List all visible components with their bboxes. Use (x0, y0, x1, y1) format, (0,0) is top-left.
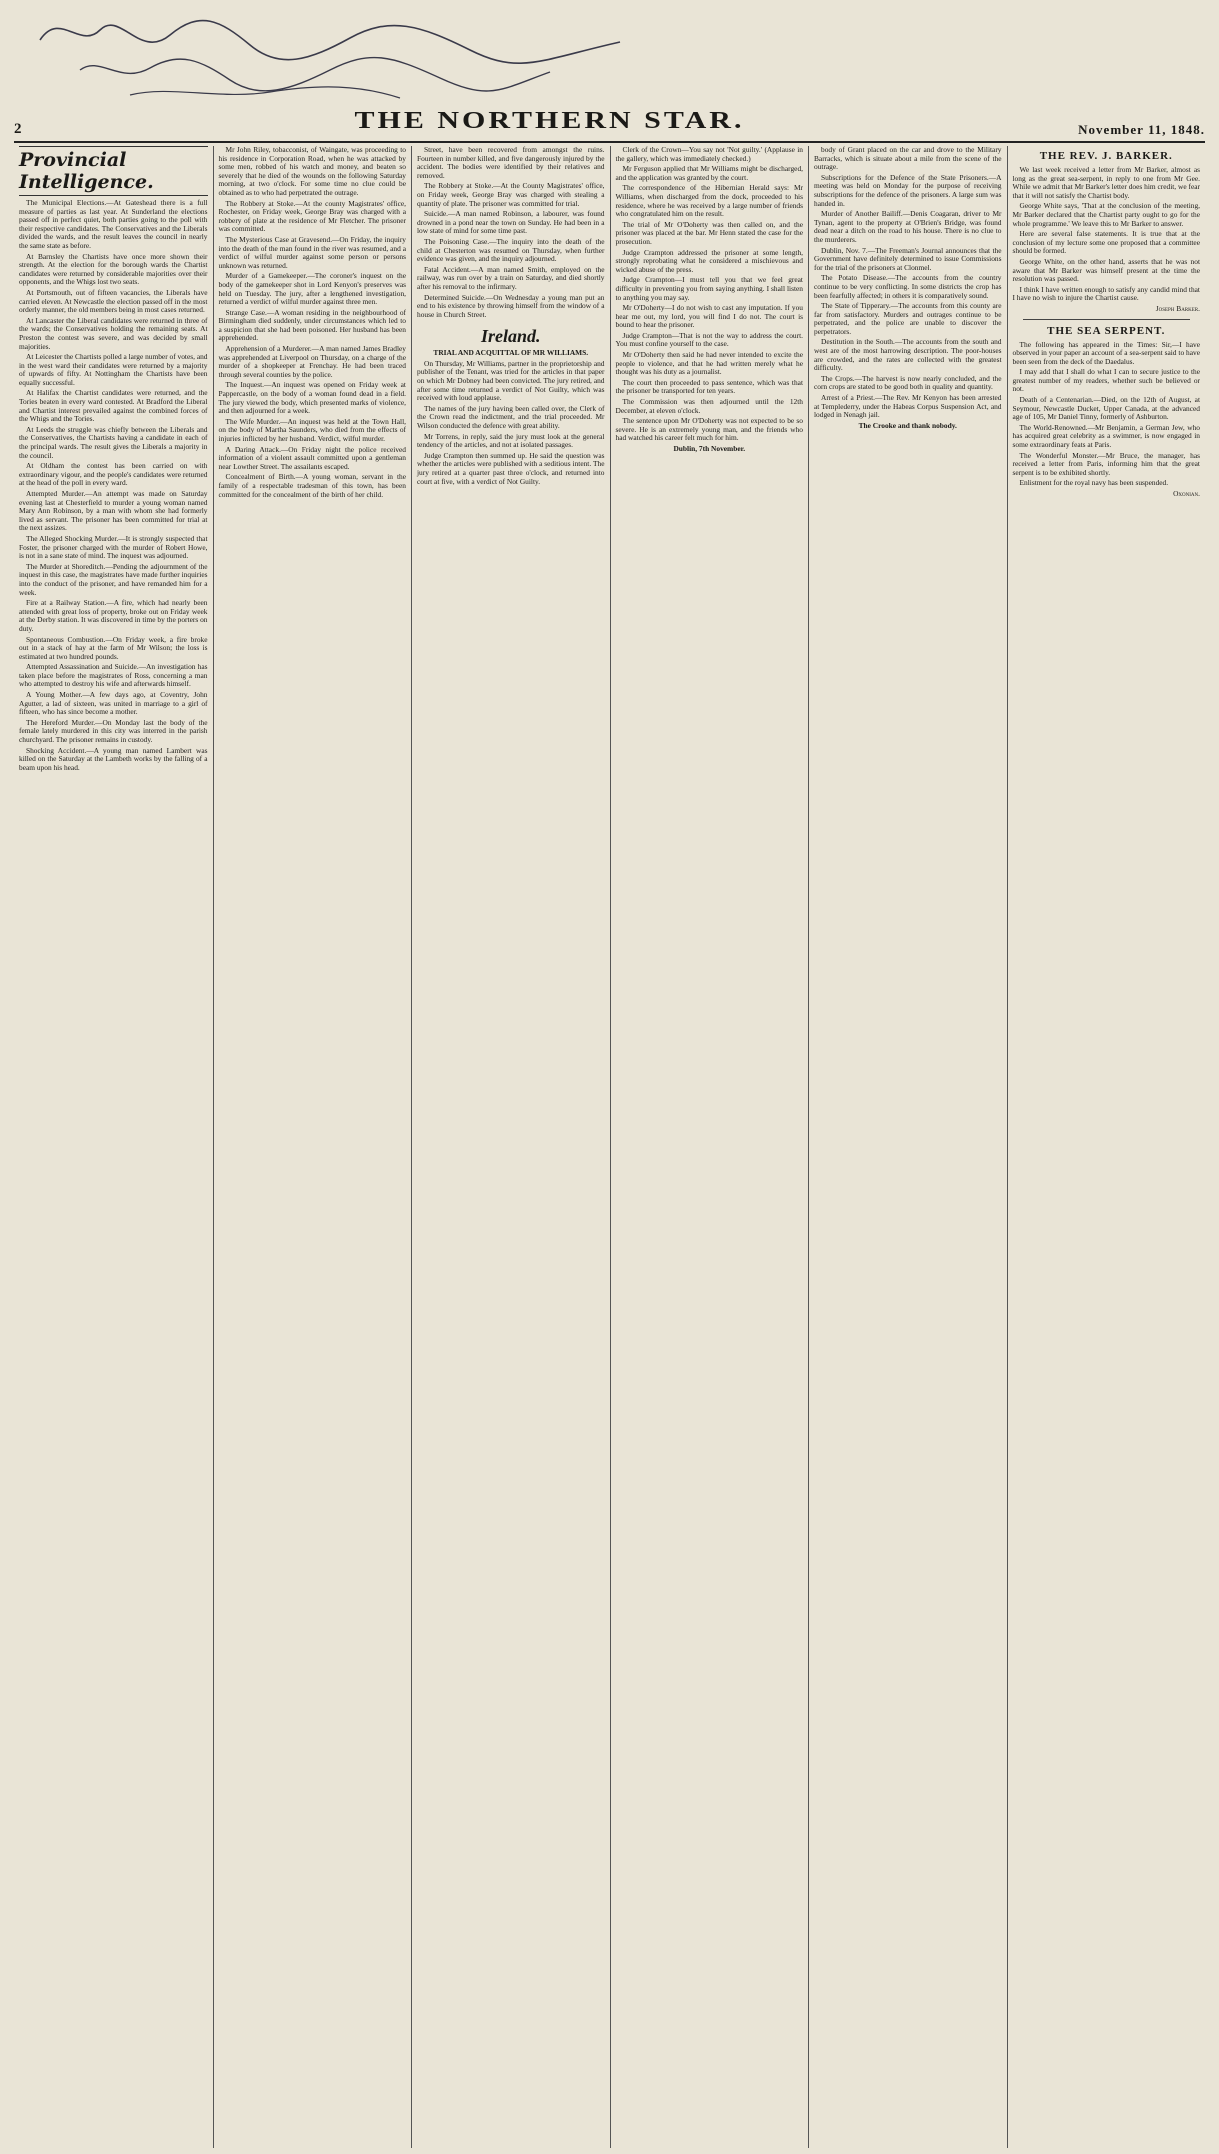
article-paragraph: Judge Crampton—I must tell you that we feel great difficulty in preventing you from saying anything. I shall listen to anything you may say. (615, 275, 803, 302)
article-paragraph: Murder of a Gamekeeper.—The coroner's inquest on the body of the gamekeeper shot in Lord Kenyon's preserves was held on Tuesday. The jury, after a lengthened investigation, returned a verdict of wilful murder against three men. (218, 271, 406, 307)
article-paragraph: The Mysterious Case at Gravesend.—On Friday, the inquiry into the death of the man found in the river was resumed, and a verdict of wilful murder against some person or persons unknown was returned. (218, 234, 406, 270)
article-paragraph: Suicide.—A man named Robinson, a labourer, was found drowned in a pond near the town on Sunday. He had been in a low state of mind for some time past. (417, 209, 605, 236)
barker-body (1013, 166, 1201, 303)
serpent-signature: Oxonian. (1173, 489, 1200, 498)
article-paragraph: Fatal Accident.—A man named Smith, employed on the railway, was run over by a train on Saturday, and died shortly after his removal to the infirmary. (417, 264, 605, 291)
barker-signature: Joseph Barker. (1155, 303, 1200, 313)
article-paragraph: The Municipal Elections.—At Gateshead there is a full measure of parties as last year. At Sunderland the elections passed off in perfect quiet, both parties going to the poll with their respective candidates. The Conservatives and the Liberals divided the wards, and the result leaves the council in nearly the same state as before. (19, 198, 208, 250)
article-paragraph: George White says, 'That at the conclusion of the meeting, Mr Barker declared that the Chartist party ought to go for the whole programme.' We leave this to Mr Barker to answer. (1012, 201, 1200, 228)
article-paragraph: Death of a Centenarian.—Died, on the 12th of August, at Seymour, Newcastle Ducket, Upper Canada, at the advanced age of 105, Mr Daniel Tinny, formerly of Ashburton. (1012, 395, 1200, 422)
article-paragraph: Determined Suicide.—On Wednesday a young man put an end to his existence by throwing himself from the window of a house in Church Street. (417, 292, 605, 319)
article-paragraph: Judge Crampton—That is not the way to address the court. You must confine yourself to the case. (615, 330, 803, 349)
article-paragraph: The trial of Mr O'Doherty was then called on, and the prisoner was placed at the bar. Mr Henn stated the case for the prosecution. (615, 219, 803, 246)
article-paragraph: I may add that I shall do what I can to secure justice to the greatest number of my readers, whether such be believed or not. (1012, 367, 1200, 394)
article-paragraph: Spontaneous Combustion.—On Friday week, a fire broke out in a stack of hay at the farm of Mr Wilson; the loss is estimated at two hundred pounds. (19, 634, 208, 661)
article-paragraph: A Daring Attack.—On Friday night the police received information of a violent assault committed upon a gentleman near Lowther Street. The assailants escaped. (218, 444, 406, 471)
column-5 (808, 146, 1007, 2148)
article-paragraph: Arrest of a Priest.—The Rev. Mr Kenyon has been arrested at Templederry, under the Habeas Corpus Suspension Act, and lodged in Nenagh jail. (814, 393, 1002, 420)
article-paragraph: Apprehension of a Murderer.—A man named James Bradley was apprehended at Liverpool on Thursday, on a charge of the murder of a shopkeeper at Frenchay. He had been traced through several counties by the police. (218, 344, 406, 379)
article-paragraph: Shocking Accident.—A young man named Lambert was killed on the Saturday at the Lambeth works by the falling of a beam upon his head. (19, 745, 208, 772)
closing-line: The Crooke and thank nobody. (858, 420, 957, 430)
column-2 (213, 146, 412, 2148)
article-paragraph: At Barnsley the Chartists have once more shown their strength. At the election for the borough wards the Chartist candidates were returned by considerable majorities over their opponents, and the Whigs lost two seats. (19, 251, 208, 287)
article-paragraph: The sentence upon Mr O'Doherty was not expected to be so severe. He is an extremely young man, and the friends who had watched his career felt much for him. (615, 416, 803, 443)
article-paragraph: Attempted Assassination and Suicide.—An investigation has taken place before the magistrates of Ross, concerning a man who attempted to destroy his wife and afterwards himself. (19, 662, 208, 689)
section-heading-barker: THE REV. J. BARKER. (1039, 150, 1173, 162)
section-heading-ireland: Ireland. (480, 326, 541, 347)
article-paragraph: Strange Case.—A woman residing in the neighbourhood of Birmingham died suddenly, under circumstances which led to a suspicion that she had been poisoned. Her husband has been apprehended. (218, 307, 406, 343)
masthead: THE NORTHERN STAR. (354, 107, 745, 134)
column-6 (1007, 146, 1206, 2148)
article-paragraph: body of Grant placed on the car and drove to the Military Barracks, which is situate about a mile from the scene of the outrage. (814, 146, 1002, 172)
article-paragraph: At Halifax the Chartist candidates were returned, and the Tories beaten in every ward contested. At Bradford the Liberal and Chartist interest prevailed against the combined forces of the Whigs and the Tories. (19, 388, 208, 424)
article-paragraph: Concealment of Birth.—A young woman, servant in the family of a respectable tradesman of this town, has been committed for the concealment of the birth of her child. (218, 472, 406, 499)
article-paragraph: Street, have been recovered from amongst the ruins. Fourteen in number killed, and five dangerously injured by the accident. The bodies were identified by their relatives and removed. (417, 146, 605, 180)
page-header (14, 107, 1205, 143)
article-paragraph: The correspondence of the Hibernian Herald says: Mr Williams, when discharged from the dock, proceeded to his residence, where he was received by a large number of friends who congratulated him on the result. (615, 183, 803, 219)
article-paragraph: The following has appeared in the Times: Sir,—I have observed in your paper an account of a sea-serpent said to have been seen from the deck of the Daedalus. (1012, 339, 1200, 366)
article-paragraph: Here are several false statements. It is true that at the conclusion of my lecture some one proposed that a committee should be formed. (1012, 229, 1200, 256)
article-paragraph: Destitution in the South.—The accounts from the south and west are of the most harrowing description. The poor-houses are crowded, and the rates are collected with the greatest difficulty. (814, 337, 1002, 373)
article-paragraph: At Leicester the Chartists polled a large number of votes, and in the west ward their candidates were returned by a majority of upwards of fifty. At Nottingham the Chartists have been equally successful. (19, 352, 208, 387)
article-paragraph: The Robbery at Stoke.—At the County Magistrates' office, on Friday week, George Bray was charged with stealing a quantity of plate. The prisoner was committed for trial. (417, 181, 605, 208)
article-paragraph: The Commission was then adjourned until the 12th December, at eleven o'clock. (615, 397, 803, 415)
article-paragraph: The Alleged Shocking Murder.—It is strongly suspected that Foster, the prisoner charged with the murder of Robert Howe, is not in a sane state of mind. The inquest was adjourned. (19, 533, 208, 561)
newspaper-columns (14, 146, 1205, 2148)
article-paragraph: Attempted Murder.—An attempt was made on Saturday evening last at Chesterfield to murder a young woman named Mary Ann Robinson, by a man with whom she had formerly lived as servant. The prisoner has been committed for trial at the next assizes. (19, 489, 208, 533)
column-3 (411, 146, 610, 2148)
article-paragraph: The court then proceeded to pass sentence, which was that the prisoner be transported for ten years. (615, 377, 803, 396)
article-paragraph: The names of the jury having been called over, the Clerk of the Crown read the indictment, and the trial proceeded. Mr Wilson conducted the defence with great ability. (417, 403, 605, 431)
article-paragraph: The Potato Disease.—The accounts from the country continue to be very conflicting. In some districts the crop has been fearfully affected; in others it is comparatively sound. (814, 273, 1002, 300)
article-paragraph: The Robbery at Stoke.—At the county Magistrates' office, Rochester, on Friday week, George Bray was charged with a robbery of plate at the residence of Mr Fletcher. The prisoner was committed. (218, 198, 406, 234)
article-paragraph: Subscriptions for the Defence of the State Prisoners.—A meeting was held on Monday for the purpose of receiving subscriptions for the defence of the prisoners. A large sum was handed in. (814, 172, 1002, 208)
column-1 (14, 146, 213, 2148)
ireland-body (417, 360, 605, 486)
article-paragraph: Mr O'Doherty then said he had never intended to excite the people to violence, and that he had written merely what he thought was his duty as a journalist. (615, 350, 803, 377)
article-paragraph: Mr John Riley, tobacconist, of Waingate, was proceeding to his residence in Corporation Road, when he was attacked by some men, robbed of his watch and money, and beaten so severely that he died of the wounds on the following Saturday morning, at two o'clock. For some time no clue could be obtained as to who had perpetrated the outrage. (218, 146, 406, 197)
article-paragraph: At Portsmouth, out of fifteen vacancies, the Liberals have carried eleven. At Newcastle the election passed off in the most orderly manner, the old members being in most cases returned. (19, 287, 208, 315)
article-paragraph: A Young Mother.—A few days ago, at Coventry, John Agutter, a lad of sixteen, was united in marriage to a girl of fifteen, who has since become a mother. (19, 690, 208, 717)
article-paragraph: Dublin, Nov. 7.—The Freeman's Journal announces that the Government have definitely determined to issue Commissions for the trial of the prisoners at Clonmel. (814, 245, 1002, 272)
article-paragraph: George White, on the other hand, asserts that he was not aware that Mr Barker was himself present at the time the resolution was passed. (1012, 256, 1200, 284)
article-paragraph: Clerk of the Crown—You say not 'Not guilty.' (Applause in the gallery, which was immediately checked.) (615, 146, 803, 163)
article-paragraph: Mr Ferguson applied that Mr Williams might be discharged, and the application was granted by the court. (615, 164, 803, 182)
section-rule (1023, 319, 1191, 320)
article-paragraph: The Poisoning Case.—The inquiry into the death of the child at Chesterton was resumed on Thursday, when further evidence was given, and the inquiry adjourned. (417, 236, 605, 264)
article-paragraph: At Oldham the contest has been carried on with extraordinary vigour, and the people's candidates were returned at the head of the poll in every ward. (19, 461, 208, 488)
section-heading-provincial: Provincial Intelligence. (19, 146, 208, 196)
article-paragraph: On Thursday, Mr Williams, partner in the proprietorship and publisher of the Tenant, was tried for the articles in that paper on which Mr Dobney had been convicted. The jury retired, and after some time returned a verdict of Not Guilty, which was received with loud applause. (417, 358, 605, 403)
article-paragraph: Mr O'Doherty—I do not wish to cast any imputation. If you hear me out, my lord, you will find I do not. The court is bound to hear the prisoner. (615, 303, 803, 330)
article-paragraph: The State of Tipperary.—The accounts from this county are far from satisfactory. Murders and outrages continue to be perpetrated, and the police are unable to discover the perpetrators. (814, 301, 1002, 336)
article-paragraph: The Crops.—The harvest is now nearly concluded, and the corn crops are stated to be good both in quality and quantity. (814, 373, 1002, 392)
article-paragraph: The Hereford Murder.—On Monday last the body of the female lately murdered in this city was interred in the parish churchyard. The prisoner remains in custody. (19, 717, 208, 745)
article-paragraph: The World-Renowned.—Mr Benjamin, a German Jew, who has acquired great celebrity as a swimmer, is now engaged in some extraordinary feats at Paris. (1012, 422, 1200, 450)
article-paragraph: Judge Crampton then summed up. He said the question was whether the articles were published with a seditious intent. The jury retired at a quarter past three o'clock, and returned into court at five, with a verdict of Not Guilty. (417, 450, 605, 486)
column-5-body (814, 146, 1002, 420)
article-paragraph: The Inquest.—An inquest was opened on Friday week at Pappercastle, on the body of a woman found dead in a field. The jury viewed the body, which presented marks of violence, and then adjourned for a week. (218, 380, 406, 416)
article-paragraph: Mr Torrens, in reply, said the jury must look at the general tendency of the articles, and not at isolated passages. (417, 431, 605, 450)
article-paragraph: At Lancaster the Liberal candidates were returned in three of the wards; the Conservatives holding the remaining seats. At Preston the contest was severe, and was decided by small majorities. (19, 315, 208, 351)
article-paragraph: The Wonderful Monster.—Mr Bruce, the manager, has received a letter from Paris, informing him that the great serpent is to be exhibited shortly. (1012, 450, 1200, 477)
article-paragraph: Fire at a Railway Station.—A fire, which had nearly been attended with great loss of property, broke out on Friday week at the Derby station. It was discovered in time by the porters on duty. (19, 598, 208, 633)
issue-date: November 11, 1848. (1078, 122, 1205, 137)
article-paragraph: The Wife Murder.—An inquest was held at the Town Hall, on the body of Martha Saunders, who died from the effects of injuries inflicted by her husband. Verdict, wilful murder. (218, 416, 406, 443)
dublin-dateline: Dublin, 7th November. (673, 444, 746, 453)
handwritten-signature (20, 0, 640, 110)
column-2-body (219, 146, 407, 499)
article-paragraph: Murder of Another Bailiff.—Denis Coagaran, driver to Mr Tynan, agent to the property at O'Brien's Bridge, was found dead near a ditch on the road to his house. There is no clue to the murderers. (814, 209, 1002, 244)
column-4 (610, 146, 809, 2148)
article-paragraph: Judge Crampton addressed the prisoner at some length, strongly reprobating what he considered a mischievous and wicked abuse of the press. (615, 247, 803, 274)
page-number: 2 (14, 121, 22, 137)
article-paragraph: The Murder at Shoreditch.—Pending the adjournment of the inquest in this case, the magistrates have made further inquiries into the conduct of the prisoner, and have remanded him for a week. (19, 561, 208, 597)
column-1-body (19, 199, 208, 772)
column-3-body (417, 146, 605, 319)
article-paragraph: We last week received a letter from Mr Barker, almost as long as the great sea-serpent, in reply to one from Mr Gee. While we admit that Mr Barker's letter does him credit, we fear that it will not satisfy the Chartist body. (1012, 165, 1200, 200)
article-paragraph: Enlistment for the royal navy has been suspended. (1019, 478, 1169, 488)
trial-heading: TRIAL AND ACQUITTAL OF MR WILLIAMS. (433, 348, 589, 358)
article-paragraph: I think I have written enough to satisfy any candid mind that I have no wish to injure the Chartist cause. (1012, 284, 1200, 303)
column-4-body (616, 146, 804, 443)
article-paragraph: At Leeds the struggle was chiefly between the Liberals and the Conservatives, the Chartists having a candidate in each of the principal wards. The result gives the Liberals a majority in the council. (19, 424, 208, 460)
section-heading-sea-serpent: THE SEA SERPENT. (1047, 324, 1166, 337)
serpent-body (1013, 341, 1201, 489)
